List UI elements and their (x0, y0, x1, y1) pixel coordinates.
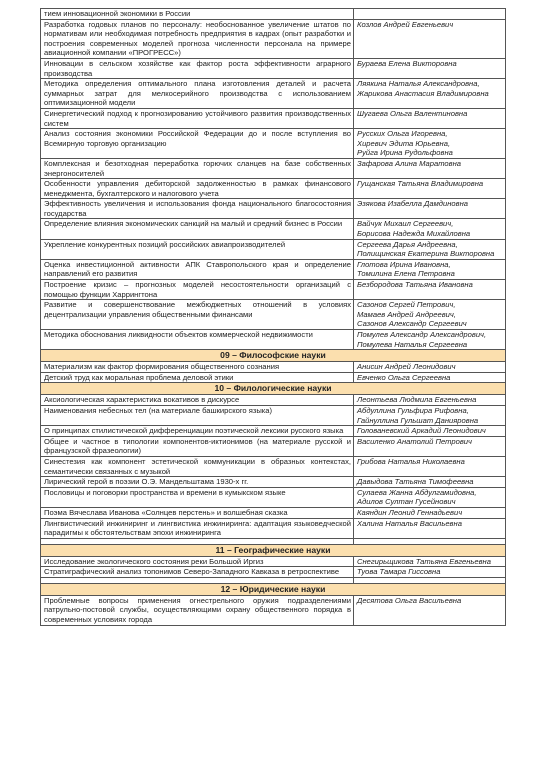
table-row (41, 79, 506, 109)
paper-title: Общее и частное в типологии компонентов-иктионимов (на материале русской и французской фразеологии) (41, 436, 354, 456)
author-name: Леонтьева Людмила Евгеньевна (357, 395, 477, 405)
author-name: Грибова Наталья Николаевна (357, 456, 465, 466)
authors-cell (354, 518, 506, 538)
authors-cell (354, 487, 506, 507)
author-name: Эзякова Изабелла Дамдиновна (357, 199, 468, 209)
authors-cell (354, 395, 506, 406)
author-name: Василенко Анатолий Петрович (357, 436, 472, 446)
author-name: Мамаев Андрей Андреевич, (357, 309, 456, 319)
author-name: Бураева Елена Викторовна (357, 58, 457, 68)
authors-cell (354, 158, 506, 178)
contents-page (40, 8, 505, 626)
paper-title: Комплексная и безотходная переработка горючих сланцев на базе собственных энергоносителей (41, 158, 354, 178)
authors-cell (354, 405, 506, 425)
author-name: Адилов Султан Гусейнович (357, 497, 456, 507)
author-name: Хиревич Эдита Юрьевна, (357, 138, 451, 148)
table-row (41, 259, 506, 279)
paper-title: Анализ состояния экономики Российской Федерации до и после вступления во Всемирную торговую организацию (41, 129, 354, 159)
section-header-row (41, 544, 506, 556)
authors-cell (354, 362, 506, 373)
table-row (41, 9, 506, 20)
table-row (41, 372, 506, 383)
table-row (41, 108, 506, 128)
author-name: Десятова Ольга Васильевна (357, 595, 462, 605)
authors-cell (354, 58, 506, 78)
authors-cell (354, 507, 506, 518)
author-name: Каяндин Леонид Геннадьевич (357, 507, 463, 517)
table-row (41, 129, 506, 159)
author-name: Туова Тамара Гиссовна (357, 567, 441, 577)
table-row (41, 426, 506, 437)
authors-cell (354, 129, 506, 159)
author-name: Давыдова Татьяна Тимофеевна (357, 477, 474, 487)
paper-title: Поэма Вячеслава Иванова «Солнцев перстень» и волшебная сказка (41, 507, 354, 518)
author-name: Шугаева Ольга Валентиновна (357, 108, 468, 118)
table-row (41, 179, 506, 199)
table-row (41, 556, 506, 567)
author-name: Сулаева Жанна Абдулгамидовна, (357, 487, 477, 497)
paper-title: О принципах стилистической дифференциации поэтической лексики русского языка (41, 426, 354, 437)
paper-title: Эффективность увеличения и использования фонда национального благосостояния государства (41, 199, 354, 219)
paper-title: Определение влияния экономических санкций на малый и средний бизнес в России (41, 219, 354, 239)
authors-cell (354, 567, 506, 578)
table-row (41, 239, 506, 259)
authors-cell (354, 199, 506, 219)
paper-title: Пословицы и поговорки пространства и времени в кумыкском языке (41, 487, 354, 507)
paper-title: Методика обоснования ликвидности объектов коммерческой недвижимости (41, 330, 354, 350)
table-row (41, 405, 506, 425)
author-name: Русских Ольга Игоревна, (357, 129, 448, 139)
paper-title: Материализм как фактор формирования общественного сознания (41, 362, 354, 373)
author-name: Ляякина Наталья Александровна, (357, 79, 480, 89)
authors-cell (354, 477, 506, 488)
paper-title: Детский труд как моральная проблема деловой этики (41, 372, 354, 383)
paper-title: Развитие и совершенствование межбюджетных отношений в условиях децентрализации управления общественными финансами (41, 300, 354, 330)
authors-cell (354, 79, 506, 109)
author-name: Помулева Наталья Сергеевна (357, 339, 468, 349)
paper-title: Лингвистический инжиниринг и лингвистика инжиниринга: адаптация языковедческой парадигмы к обстоятельствам эпохи инжиниринга (41, 518, 354, 538)
author-name: Томилина Елена Петровна (357, 269, 455, 279)
authors-cell (354, 595, 506, 625)
authors-cell (354, 372, 506, 383)
authors-cell (354, 219, 506, 239)
paper-title: Инновации в сельском хозяйстве как фактор роста эффективности аграрного производства (41, 58, 354, 78)
authors-cell (354, 259, 506, 279)
author-name: Козлов Андрей Евгеньевич (357, 19, 454, 29)
authors-cell (354, 179, 506, 199)
table-row (41, 330, 506, 350)
author-name: Вайчук Михаил Сергеевич, (357, 219, 454, 229)
table-row (41, 199, 506, 219)
table-row (41, 219, 506, 239)
authors-cell (354, 436, 506, 456)
paper-title: тием инновационной экономики в России (41, 9, 354, 20)
paper-title: Разработка годовых планов по персоналу: необоснованное увеличение штатов по нормативам или необходимая потребность предприятия в кадрах (опыт разработки и построения современных моделей прогноза численности персонала на примере авиационной компании «ПРОГРЕСС») (41, 19, 354, 58)
table-row (41, 456, 506, 476)
authors-cell (354, 9, 506, 20)
paper-title: Исследование экологического состояния реки Большой Иргиз (41, 556, 354, 567)
contents-table (40, 8, 506, 626)
table-row (41, 487, 506, 507)
table-row (41, 567, 506, 578)
section-header-row (41, 383, 506, 395)
contents-table-body (41, 9, 506, 626)
section-heading: 11 – Географические науки (41, 544, 506, 556)
author-name: Голованевский Аркадий Леонидович (357, 426, 486, 436)
section-header-row (41, 350, 506, 362)
author-name: Снегирьщикова Татьяна Евгеньевна (357, 556, 491, 566)
section-heading: 10 – Филологические науки (41, 383, 506, 395)
table-row (41, 395, 506, 406)
table-row (41, 507, 506, 518)
author-name: Жарикова Анастасия Владимировна (357, 88, 489, 98)
author-name: Халина Наталья Васильевна (357, 518, 462, 528)
author-name: Руйга Ирина Рудольфовна (357, 148, 453, 158)
paper-title: Построение кризис – прогнозных моделей несостоятельности организаций с помощью функции Харрингтона (41, 280, 354, 300)
author-name: Сазонов Сергей Петрович, (357, 300, 456, 310)
authors-cell (354, 556, 506, 567)
author-name: Глотова Ирина Ивановна, (357, 259, 451, 269)
author-name: Зафарова Алина Маратовна (357, 158, 462, 168)
paper-title: Укрепление конкурентных позиций российских авиапроизводителей (41, 239, 354, 259)
authors-cell (354, 300, 506, 330)
authors-cell (354, 239, 506, 259)
table-row (41, 280, 506, 300)
paper-title: Особенности управления дебиторской задолженностью в рамках финансового менеджмента, бухгалтерского и налогового учета (41, 179, 354, 199)
table-row (41, 436, 506, 456)
author-name: Гайнуллина Гульшат Данияровна (357, 415, 479, 425)
paper-title: Наименования небесных тел (на материале башкирского языка) (41, 405, 354, 425)
table-row (41, 595, 506, 625)
author-name: Помулев Александр Александрович, (357, 330, 487, 339)
section-heading: 09 – Философские науки (41, 350, 506, 362)
table-row (41, 300, 506, 330)
table-row (41, 518, 506, 538)
table-row (41, 158, 506, 178)
authors-cell (354, 426, 506, 437)
table-row (41, 58, 506, 78)
author-name: Полищинская Екатерина Викторовна (357, 249, 495, 259)
author-name: Сергеева Дарья Андреевна, (357, 239, 458, 249)
paper-title: Аксиологическая характеристика вокативов в дискурсе (41, 395, 354, 406)
author-name: Евченко Ольга Сергеевна (357, 372, 451, 382)
authors-cell (354, 108, 506, 128)
author-name: Борисова Надежда Михайловна (357, 229, 471, 239)
author-name: Анисин Андрей Леонидович (357, 362, 456, 372)
section-heading: 12 – Юридические науки (41, 583, 506, 595)
paper-title: Оценка инвестиционной активности АПК Ставропольского края и определение направлений его развития (41, 259, 354, 279)
paper-title: Проблемные вопросы применения огнестрельного оружия подразделениями патрульно-постовой службы, осуществляющими охрану общественного порядка в современных условиях города (41, 595, 354, 625)
author-name: Абдуллина Гульфира Рифовна, (357, 405, 469, 415)
author-name: Гущанская Татьяна Владимировна (357, 179, 484, 189)
table-row (41, 362, 506, 373)
table-row (41, 477, 506, 488)
paper-title: Методика определения оптимального плана изготовления деталей и расчета суммарных затрат для мелкосерийного производства с использованием оптимизационной модели (41, 79, 354, 109)
paper-title: Лирический герой в поэзии О.Э. Мандельштама 1930-х гг. (41, 477, 354, 488)
authors-cell (354, 456, 506, 476)
authors-cell (354, 280, 506, 300)
section-header-row (41, 583, 506, 595)
paper-title: Синестезия как компонент эстетической коммуникации в образных контекстах, семантически связанных с музыкой (41, 456, 354, 476)
table-row (41, 19, 506, 58)
paper-title: Стратиграфический анализ топонимов Северо-Западного Кавказа в ретроспективе (41, 567, 354, 578)
authors-cell (354, 19, 506, 58)
author-name: Безбородова Татьяна Ивановна (357, 280, 473, 290)
paper-title: Синергетический подход к прогнозированию устойчивого развития производственных систем (41, 108, 354, 128)
authors-cell (354, 330, 506, 350)
author-name: Сазонов Александр Сергеевич (357, 319, 467, 329)
